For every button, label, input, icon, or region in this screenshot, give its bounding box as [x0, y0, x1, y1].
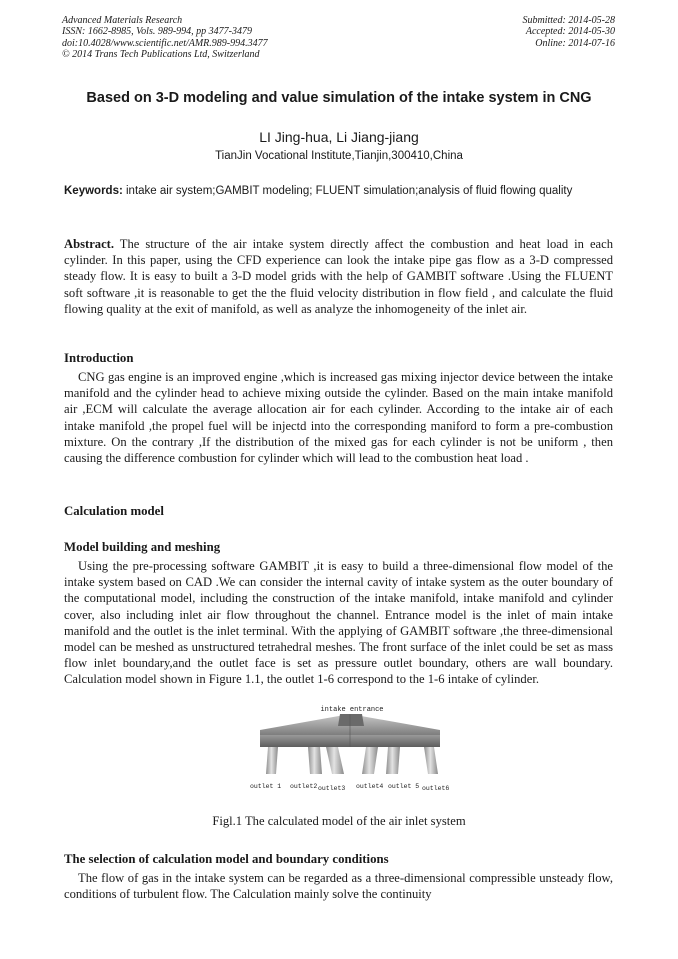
intake-entrance-block — [338, 714, 364, 726]
abstract-text: The structure of the air intake system directly affect the combustion and heat load in each cylinder. In this paper, using the CFD experience can look the intake pipe gas flow as a 3-D compressed steady flow. It is easy to built a 3-D model grids with the help of GAMBIT software .Using the FLUENT soft software ,it is reasonable to get the the fluid velocity distribution in flow field , and calculate the fluid flowing quality at the exit of manifold, as well as analyze the inhomogeneity of the inlet air. — [64, 237, 614, 316]
intake-model-illustration — [240, 702, 460, 798]
outlet-runner — [386, 747, 400, 774]
abstract-label: Abstract. — [64, 237, 115, 251]
outlet-runner — [308, 747, 322, 774]
outlet-label: outlet4 — [356, 783, 384, 790]
model-building-section — [64, 558, 613, 688]
date-online: Online: 2014-07-16 — [535, 37, 615, 49]
figure-caption: Figl.1 The calculated model of the air inlet system — [212, 814, 466, 828]
outlet-label: outlet2 — [290, 783, 318, 790]
introduction-section — [64, 369, 613, 466]
paper-affiliation: TianJin Vocational Institute,Tianjin,300410,China — [215, 150, 463, 162]
keywords-text: intake air system;GAMBIT modeling; FLUENT simulation;analysis of fluid flowing quality — [126, 185, 573, 197]
outlet-label: outlet3 — [318, 785, 346, 792]
outlet-runners — [266, 747, 438, 774]
intake-entrance-label: intake entrance — [320, 706, 384, 714]
selection-paragraph: The flow of gas in the intake system can be regarded as a three-dimensional compressible unsteady flow, conditions of turbulent flow. The Calculation mainly solve the continuity — [64, 871, 613, 902]
model-building-heading: Model building and meshing — [64, 540, 221, 554]
journal-name: Advanced Materials Research — [62, 15, 183, 26]
outlet-runner — [326, 747, 344, 774]
paper-authors: LI Jing-hua, Li Jiang-jiang — [259, 129, 419, 145]
outlet-label: outlet 5 — [388, 783, 420, 790]
keywords-label: Keywords: — [64, 185, 123, 197]
model-building-paragraph: Using the pre-processing software GAMBIT ,it is easy to build a three-dimensional flow model of the intake system based on CAD .We can consider the internal cavity of intake system as the outer boundary of the computational model, including the construction of the intake manifold, intake manifold and cylinder cover, also including inlet air flow throughout the channel. Entrance model is the inlet of main intake manifold and the outlet is the inlet terminal. With the applying of GAMBIT software ,the three-dimensional model can be meshed as unstructured tetrahedral meshes. The front surface of the inlet could be set as mass flow inlet boundary,and the outlet face is set as pressure outlet boundary, others are wall boundary. Calculation model shown in Figure 1.1, the outlet 1-6 correspond to the 1-6 intake of cylinder. — [64, 559, 613, 687]
outlet-runner — [424, 747, 438, 774]
abstract — [64, 236, 613, 317]
keywords — [64, 184, 613, 198]
introduction-paragraph: CNG gas engine is an improved engine ,which is increased gas mixing injector device between the intake manifold and the cylinder head to achieve mixing outside the cylinder. Based on the main intake manifold air ,ECM will calculate the average allocation air for each cylinder. According to the intake air of each intake manifold ,the propel fuel will be injectd into the corresponding maniford to form a pre-combustion mixture. On the contrary ,If the distribution of the mixed gas for each cylinder is not be uniform , then causing the difference combustion for cylinder which will lead to the combustion heat load . — [64, 370, 613, 466]
paper-title: Based on 3-D modeling and value simulation of the intake system in CNG — [86, 90, 592, 106]
selection-heading: The selection of calculation model and boundary conditions — [64, 852, 389, 866]
publication-dates — [523, 15, 616, 49]
outlet-runner — [266, 747, 278, 774]
introduction-heading: Introduction — [64, 351, 134, 365]
calculation-model-heading: Calculation model — [64, 504, 164, 518]
journal-copyright: © 2014 Trans Tech Publications Ltd, Switzerland — [62, 48, 260, 60]
date-accepted: Accepted: 2014-05-30 — [525, 26, 615, 38]
intake-model-figure — [240, 702, 460, 798]
selection-section — [64, 870, 613, 902]
journal-header — [62, 15, 268, 60]
journal-issn: ISSN: 1662-8985, Vols. 989-994, pp 3477-3479 — [62, 26, 252, 38]
outlet-runner — [362, 747, 378, 774]
date-submitted: Submitted: 2014-05-28 — [522, 15, 615, 26]
journal-doi: doi:10.4028/www.scientific.net/AMR.989-994.3477 — [62, 37, 268, 49]
outlet-label: outlet 1 — [250, 783, 282, 790]
outlet-label: outlet6 — [422, 785, 450, 792]
